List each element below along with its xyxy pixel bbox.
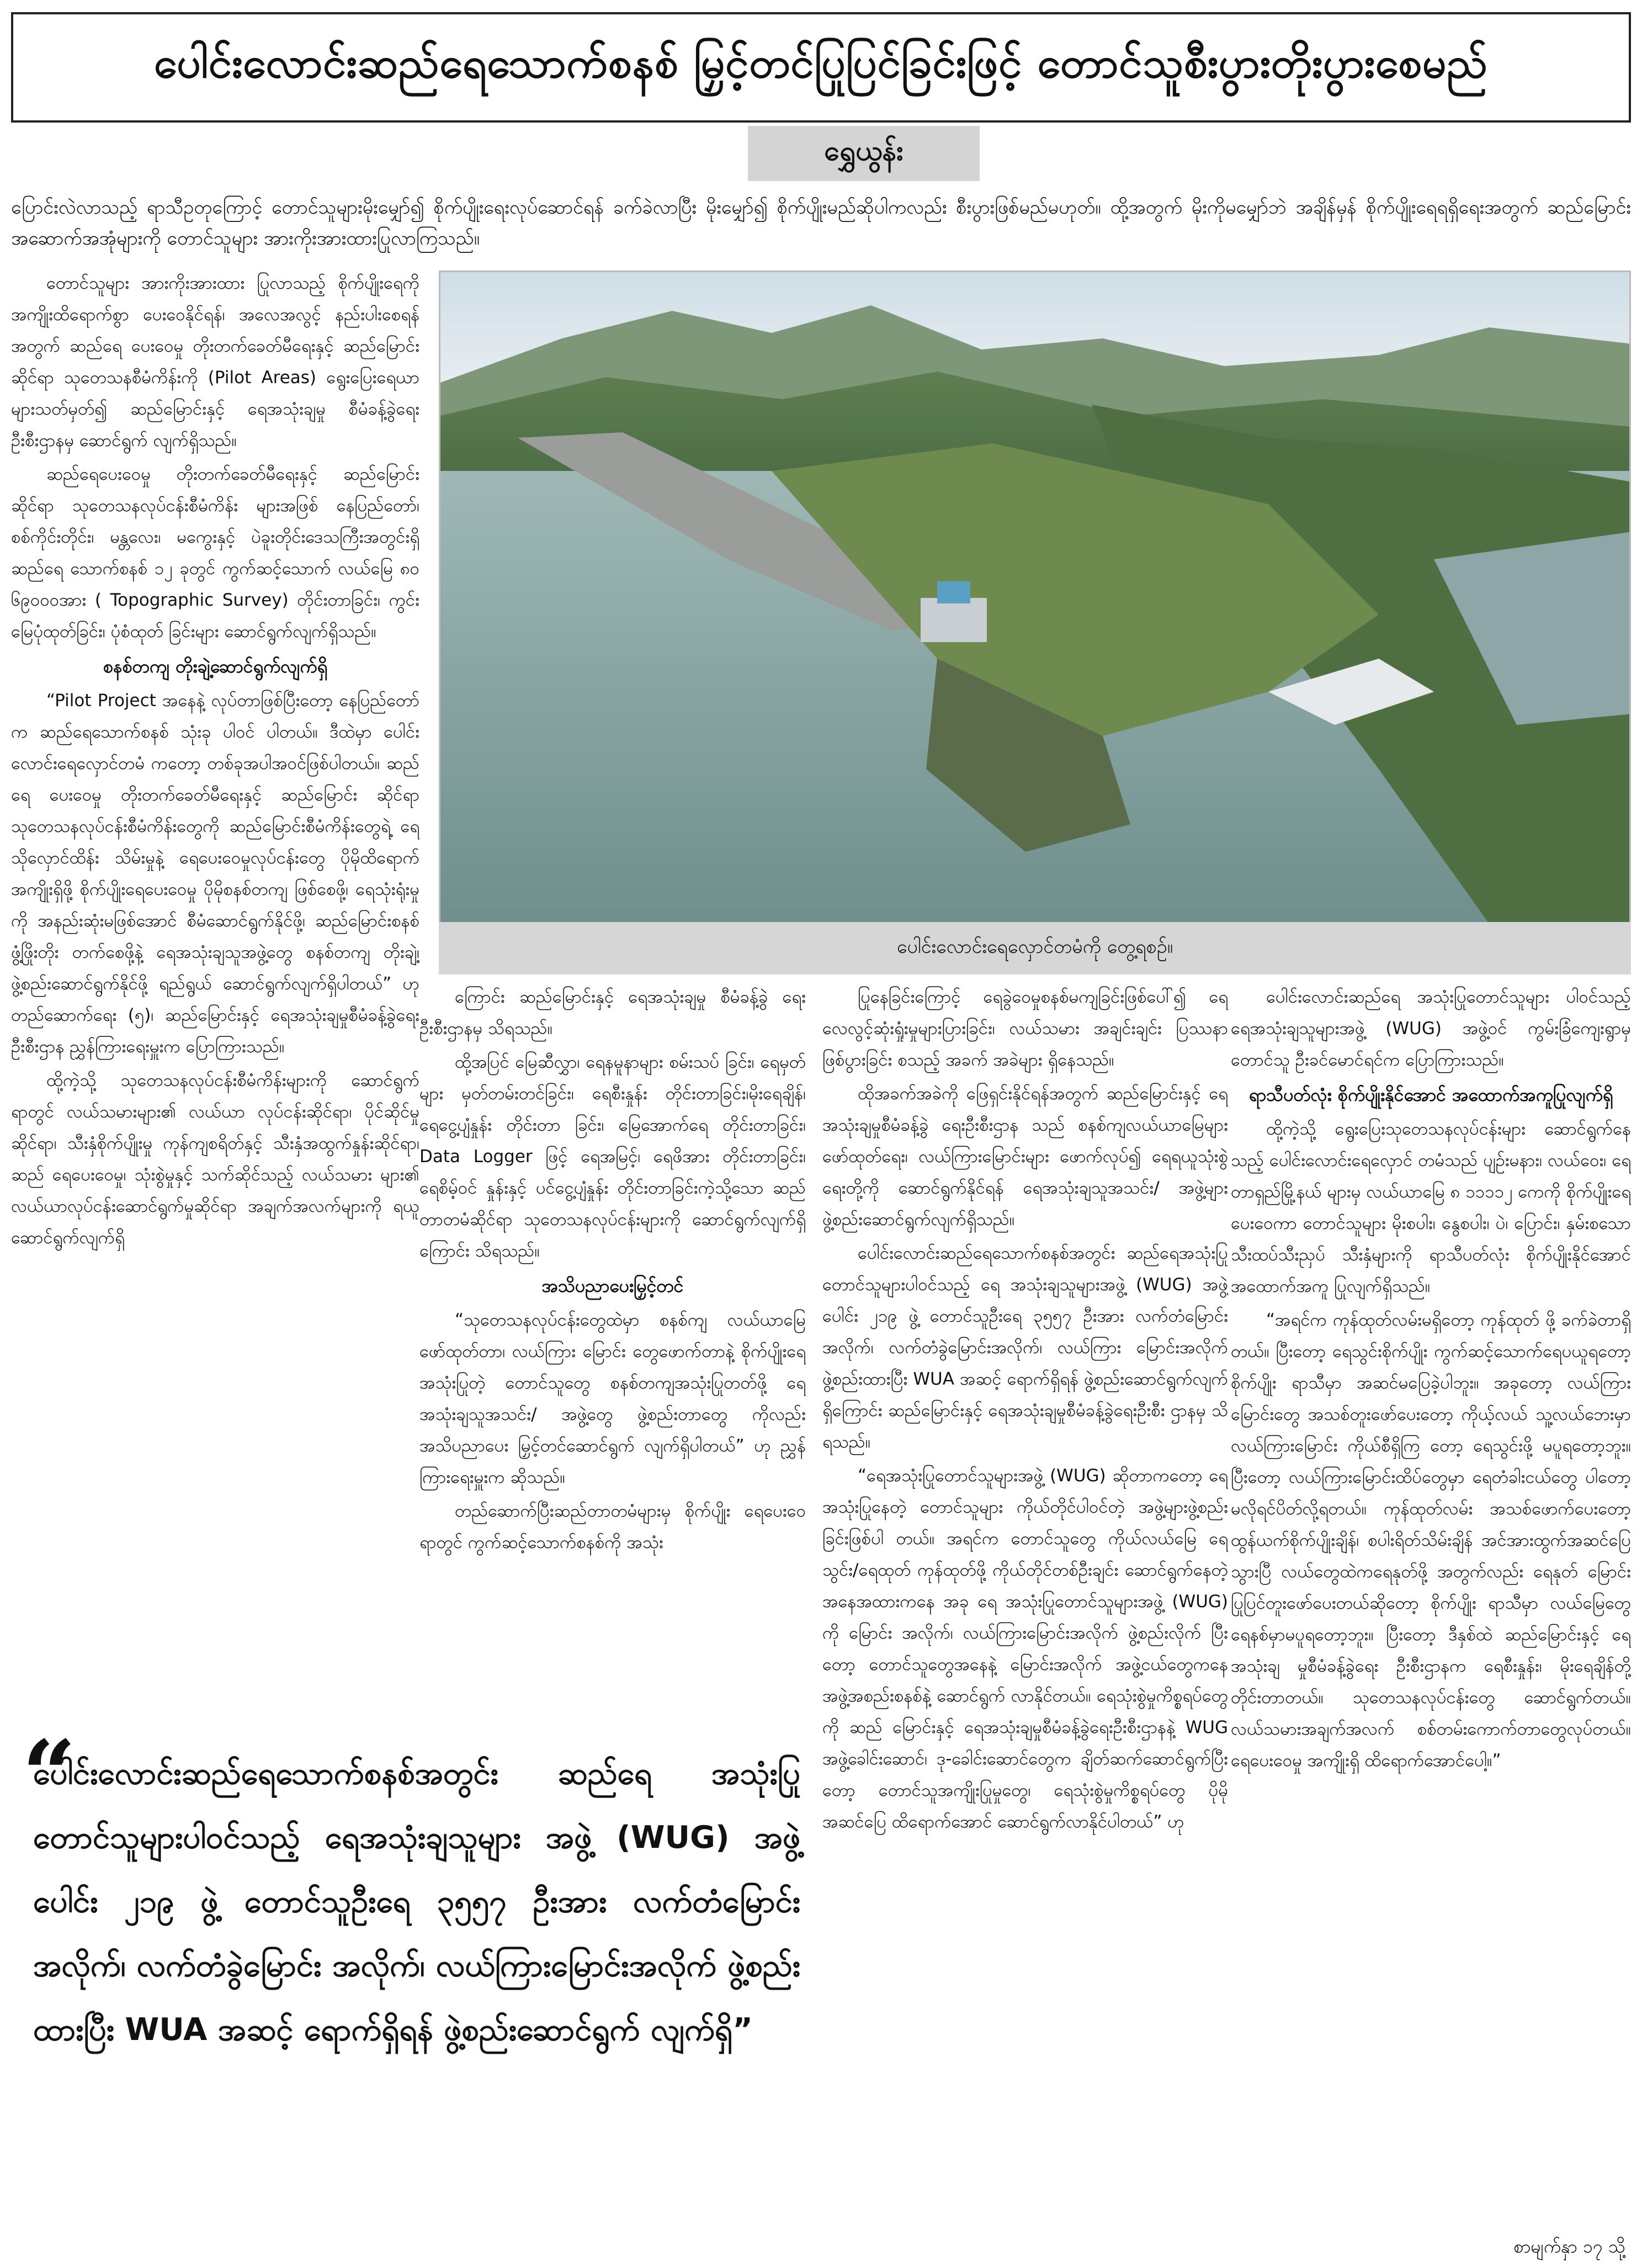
section-heading: အသိပညာပေးမြှင့်တင် — [541, 1275, 684, 1296]
paragraph: ထို့ကဲ့သို့ သုတေသနလုပ်ငန်းစီမံကိန်းများကို ဆောင်ရွက်ရာတွင် လယ်သမားများ၏ လယ်ယာ လုပ်ငန်းဆိုင်ရာ၊ ပိုင်ဆိုင်မှုဆိုင်ရာ၊ သီးနှံစိုက်ပျိုးမှု ကုန်ကျစရိတ်နှင့် သီးနှံအထွက်နှုန်းဆိုင်ရာ၊ ဆည် ရေပေးဝေမှု၊ သုံးစွဲမှုနှင့် သက်ဆိုင်သည့် လယ်သမား များ၏ လယ်ယာလုပ်ငန်းဆောင်ရွက်မှုဆိုင်ရာ အချက်အလက်များကို ရယူဆောင်ရွက်လျက်ရှိ — [11, 1071, 419, 1248]
quote-mark: “ — [22, 1720, 76, 1830]
paragraph: ထို့အပြင် မြေဆီလွှာ၊ ရေနမူနာများ စမ်းသပ် ခြင်း၊ ရေမှတ်များ မှတ်တမ်းတင်ခြင်း၊ ရေစီးနှုန်း တိုင်းတာခြင်း၊မိုးရေချိန်၊ ရေငွေ့ပျံနှုန်း တိုင်းတာ ခြင်း၊ မြေအောက်ရေ တိုင်းတာခြင်း၊ Data Logger ဖြင့် ရေအမြင့်၊ ရေဖိအား တိုင်းတာခြင်း၊ ရေစိမ့်ဝင် နှုန်းနှင့် ပင်ငွေ့ပျံနှုန်း တိုင်းတာခြင်းကဲ့သို့သော ဆည်တာတမံဆိုင်ရာ သုတေသနလုပ်ငန်းများကို ဆောင်ရွက်လျက်ရှိကြောင်း သိရသည်။ — [419, 1052, 806, 1261]
byline: ရွှေယွန်း — [748, 126, 980, 181]
dam-photo — [439, 271, 1631, 969]
photo-caption: ပေါင်းလောင်းရေလှောင်တမံကို တွေ့ရစဉ်။ — [439, 922, 1631, 974]
paragraph: ထိုအခက်အခဲကို ဖြေရှင်းနိုင်ရန်အတွက် ဆည်မြောင်းနှင့် ရေအသုံးချမှုစီမံခန့်ခွဲ ရေးဦးစီးဌာန သည် စနစ်ကျလယ်ယာမြေများ ဖော်ထုတ်ရေး၊ လယ်ကြားမြောင်းများ ဖောက်လုပ်၍ ရေရယူသုံးစွဲ ရေးတို့ကို ဆောင်ရွက်နိုင်ရန် ရေအသုံးချသူအသင်း/ အဖွဲ့များ ဖွဲ့စည်းဆောင်ရွက်လျက်ရှိသည်။ — [822, 1084, 1228, 1230]
paragraph: “အရင်က ကုန်ထုတ်လမ်းမရှိတော့ ကုန်ထုတ် ဖို့ ခက်ခဲတာရှိတယ်။ ပြီးတော့ ရေသွင်းစိုက်ပျိုး ကွက်ဆင့်သောက်ရေပယူရတော့ စိုက်ပျိုး ရာသီမှာ အဆင်မပြေခဲ့ပါဘူး။ အခုတော့ လယ်ကြား မြောင်းတွေ အသစ်တူးဖော်ပေးတော့ ကိုယ့်လယ် သူ့လယ်ဘေးမှာ လယ်ကြားမြောင်း ကိုယ်စီရှိကြ တော့ ရေသွင်းဖို့ မပူရတော့ဘူး။ ပြီးတော့ လယ်ကြားမြောင်းထိပ်တွေမှာ ရေတံခါးငယ်တွေ ပါတော့ မလိုရင်ပိတ်လို့ရတယ်။ ကုန်ထုတ်လမ်း အသစ်ဖောက်ပေးတော့ ထွန်ယက်စိုက်ပျိုးချိန်၊ စပါးရိတ်သိမ်းချိန် အင်အားထွက်အဆင်ပြေသွားပြီ လယ်တွေထဲကရေနုတ်ဖို့ အတွက်လည်း ရေနုတ် မြောင်းပြုပြင်တူးဖော်ပေးတယ်ဆိုတော့ စိုက်ပျိုး ရာသီမှာ လယ်မြေတွေ ရေနစ်မှာမပူရတော့ဘူး။ ပြီးတော့ ဒီနှစ်ထဲ ဆည်မြောင်းနှင့် ရေအသုံးချ မှုစီမံခန့်ခွဲရေး ဦးစီးဌာနက ရေစီးနှုန်း၊ မိုးရေချိန်တို့ တိုင်းတာတယ်။ သုတေသနလုပ်ငန်းတွေ ဆောင်ရွက်တယ်။ လယ်သမားအချက်အလက် စစ်တမ်းကောက်တာတွေလုပ်တယ်။ ရေပေးဝေမှု အကျိုးရှိ ထိရောက်အောင်ပေါ့။” — [1231, 1310, 1631, 1771]
paragraph: “Pilot Project အနေနဲ့ လုပ်တာဖြစ်ပြီးတော့ နေပြည်တော်က ဆည်ရေသောက်စနစ် သုံးခု ပါဝင် ပါတယ်။ ဒီထဲမှာ ပေါင်းလောင်းရေလှောင်တမံ ကတော့ တစ်ခုအပါအဝင်ဖြစ်ပါတယ်။ ဆည်ရေ ပေးဝေမှု တိုးတက်ခေတ်မီရေးနှင့် ဆည်မြောင်း ဆိုင်ရာ သုတေသနလုပ်ငန်းစီမံကိန်းတွေကို ဆည်မြောင်းစီမံကိန်းတွေရဲ့ ရေသိုလှောင်ထိန်း သိမ်းမှုနဲ့ ရေပေးဝေမှုလုပ်ငန်းတွေ ပိုမိုထိရောက် အကျိုးရှိဖို့ စိုက်ပျိုးရေပေးဝေမှု ပိုမိုစနစ်တကျ ဖြစ်စေဖို့၊ ရေသုံးရုံးမှုကို အနည်းဆုံးမဖြစ်အောင် စီမံဆောင်ရွက်နိုင်ဖို့၊ ဆည်မြောင်းစနစ် ဖွံ့ဖြိုးတိုး တက်စေဖို့နဲ့ ရေအသုံးချသူအဖွဲ့တွေ စနစ်တကျ တိုးချဲ့၊ ဖွဲ့စည်းဆောင်ရွက်နိုင်ဖို့ ရည်ရွယ် ဆောင်ရွက်လျက်ရှိပါတယ်” ဟု တည်ဆောက်ရေး (၅)၊ ဆည်မြောင်းနှင့် ရေအသုံးချမှုစီမံခန့်ခွဲရေး ဦးစီးဌာန ညွှန်ကြားရေးမှူးက ပြောကြားသည်။ — [11, 691, 419, 1057]
pull-quote — [11, 1720, 806, 2255]
column-2 — [419, 982, 806, 1677]
paragraph: ပေါင်းလောင်းဆည်ရေ အသုံးပြုတောင်သူများ ပါဝင်သည့် ရေအသုံးချသူများအဖွဲ့ (WUG) အဖွဲ့ဝင် ကွမ်းခြံကျေးရွာမှ တောင်သူ ဦးခင်မောင်ရင်က ပြောကြားသည်။ — [1231, 987, 1631, 1070]
section-heading: စနစ်တကျ တိုးချဲ့ဆောင်ရွက်လျက်ရှိ — [103, 656, 327, 677]
pull-quote-text: ပေါင်းလောင်းဆည်ရေသောက်စနစ်အတွင်း ဆည်ရေ အသုံးပြုတောင်သူများပါဝင်သည့် ရေအသုံးချသူများ အဖွဲ့ (WUG) အဖွဲ့ပေါင်း ၂၁၉ ဖွဲ့ တောင်သူဦးရေ ၃၅၅၇ ဦးအား လက်တံမြောင်း အလိုက်၊ လက်တံခွဲမြောင်း အလိုက်၊ လယ်ကြားမြောင်းအလိုက် ဖွဲ့စည်းထားပြီး WUA အဆင့် ရောက်ရှိရန် ဖွဲ့စည်းဆောင်ရွက် လျက်ရှိ” — [33, 1756, 800, 2048]
continued-on: စာမျက်နှာ ၁၇ သို့ — [1513, 2236, 1625, 2257]
intro-paragraph: ပြောင်းလဲလာသည့် ရာသီဥတုကြောင့် တောင်သူများမိုးမျှော်၍ စိုက်ပျိုးရေးလုပ်ဆောင်ရန် ခက်ခဲလာပြီး မိုးမျှော်၍ စိုက်ပျိုးမည်ဆိုပါကလည်း စီးပွားဖြစ်မည်မဟုတ်။ ထို့အတွက် မိုးကိုမမျှော်ဘဲ အချိန်မှန် စိုက်ပျိုးရေရရှိရေးအတွက် ဆည်မြောင်းအဆောက်အအုံများကို တောင်သူများ အားကိုးအားထားပြုလာကြသည်။ — [11, 197, 1631, 250]
headline: ပေါင်းလောင်းဆည်ရေသောက်စနစ် မြှင့်တင်ပြုပြင်ခြင်းဖြင့် တောင်သူစီးပွားတိုးပွားစေမည် — [11, 12, 1631, 123]
paragraph: “သုတေသနလုပ်ငန်းတွေထဲမှာ စနစ်ကျ လယ်ယာမြေ ဖော်ထုတ်တာ၊ လယ်ကြား မြောင်း တွေဖောက်တာနဲ့ စိုက်ပျိုးရေအသုံးပြုတဲ့ တောင်သူတွေ စနစ်တကျအသုံးပြုတတ်ဖို့ ရေ အသုံးချသူအသင်း/ အဖွဲ့တွေ ဖွဲ့စည်းတာတွေ ကိုလည်း အသိပညာပေး မြှင့်တင်ဆောင်ရွက် လျက်ရှိပါတယ်” ဟု ညွှန်ကြားရေးမှူးက ဆိုသည်။ — [419, 1310, 806, 1487]
paragraph: တောင်သူများ အားကိုးအားထား ပြုလာသည့် စိုက်ပျိုးရေကို အကျိုးထိရောက်စွာ ပေးဝေနိုင်ရန်၊ အလေအလွင့် နည်းပါးစေရန်အတွက် ဆည်ရေ ပေးဝေမှု တိုးတက်ခေတ်မီရေးနှင့် ဆည်မြောင်း ဆိုင်ရာ သုတေသနစီမံကိန်းကို (Pilot Areas) ရွေးပြေးရေယာများသတ်မှတ်၍ ဆည်မြောင်းနှင့် ရေအသုံးချမှု စီမံခန့်ခွဲရေးဦးစီးဌာနမှ ဆောင်ရွက် လျက်ရှိသည်။ — [11, 273, 419, 451]
paragraph: ကြောင်း ဆည်မြောင်းနှင့် ရေအသုံးချမှု စီမံခန့်ခွဲ ရေးဦးစီးဌာနမှ သိရသည်။ — [419, 987, 806, 1038]
section-heading: ရာသီပတ်လုံး စိုက်ပျိုးနိုင်အောင် အထောက်အကူပြုလျက်ရှိ — [1248, 1084, 1613, 1105]
column-1 — [11, 268, 419, 1725]
dam-photo-illustration — [440, 272, 1631, 924]
column-3 — [822, 982, 1228, 2246]
paragraph: ဆည်ရေပေးဝေမှု တိုးတက်ခေတ်မီရေးနှင့် ဆည်မြောင်းဆိုင်ရာ သုတေသနလုပ်ငန်းစီမံကိန်း များအဖြစ် နေပြည်တော်၊ စစ်ကိုင်းတိုင်း၊ မန္တလေး၊ မကွေးနှင့် ပဲခူးတိုင်းဒေသကြီးအတွင်းရှိ ဆည်ရေ သောက်စနစ် ၁၂ ခုတွင် ကွက်ဆင့်သောက် လယ်မြေ ၈၀ ၆၉၀၀၀အား ( Topographic Survey) တိုင်းတာခြင်း၊ ကွင်းမြေပုံထုတ်ခြင်း၊ ပုံစံထုတ် ခြင်းများ ဆောင်ရွက်လျက်ရှိသည်။ — [11, 464, 419, 642]
column-4 — [1231, 982, 1631, 2257]
paragraph: ပြုနေခြင်းကြောင့် ရေခွဲဝေမှုစနစ်မကျခြင်းဖြစ်ပေါ်၍ ရေလေလွင့်ဆုံးရှုံးမှုများပြားခြင်း၊ လယ်သမား အချင်းချင်း ပြဿနာဖြစ်ပွားခြင်း စသည့် အခက် အခဲများ ရှိနေသည်။ — [822, 987, 1228, 1070]
paragraph: တည်ဆောက်ပြီးဆည်တာတမံများမှ စိုက်ပျိုး ရေပေးဝေရာတွင် ကွက်ဆင့်သောက်စနစ်ကို အသုံး — [419, 1501, 806, 1552]
paragraph: “ရေအသုံးပြုတောင်သူများအဖွဲ့ (WUG) ဆိုတာကတော့ ရေအသုံးပြုနေတဲ့ တောင်သူများ ကိုယ်တိုင်ပါဝင်တဲ့ အဖွဲ့များဖွဲ့စည်းခြင်းဖြစ်ပါ တယ်။ အရင်က တောင်သူတွေ ကိုယ်လယ်မြေ ရေသွင်း/ရေထုတ် ကုန်ထုတ်ဖို့ ကိုယ်တိုင်တစ်ဦးချင်း ဆောင်ရွက်နေတဲ့အနေအထားကနေ အခု ရေ အသုံးပြုတောင်သူများအဖွဲ့ (WUG) ကို မြောင်း အလိုက်၊ လယ်ကြားမြောင်းအလိုက် ဖွဲ့စည်းလိုက် ပြီးတော့ တောင်သူတွေအနေနဲ့ မြောင်းအလိုက် အဖွဲ့ငယ်တွေကနေ အဖွဲ့အစည်းစနစ်နဲ့ ဆောင်ရွက် လာနိုင်တယ်။ ရေသုံးစွဲမှုကိစ္စရပ်တွေကို ဆည် မြောင်းနှင့် ရေအသုံးချမှုစီမံခန့်ခွဲရေးဦးစီးဌာနနဲ့ WUG အဖွဲ့ခေါင်းဆောင်၊ ဒု-ခေါင်းဆောင်တွေက ချိတ်ဆက်ဆောင်ရွက်ပြီးတော့ တောင်သူအကျိုးပြုမှုတွေ၊ ရေသုံးစွဲမှုကိစ္စရပ်တွေ ပိုမိုအဆင်ပြေ ထိရောက်အောင် ဆောင်ရွက်လာနိုင်ပါတယ်” ဟု — [822, 1466, 1228, 1832]
paragraph: ထို့ကဲ့သို့ ရွေးပြေးသုတေသနလုပ်ငန်းများ ဆောင်ရွက်နေသည့် ပေါင်းလောင်းရေလှောင် တမံသည် ပျဉ်းမနား၊ လယ်ဝေး၊ ရေတာရှည်မြို့နယ် များမှ လယ်ယာမြေ ၈ ၁၁၁၁၂ ကေကို စိုက်ပျိုးရေ ပေးဝေကာ တောင်သူများ မိုးစပါး၊ နွေစပါး၊ ပဲ၊ ပြောင်း၊ နှမ်းစသော သီးထပ်သီးညှပ် သီးနှံများကို ရာသီပတ်လုံး စိုက်ပျိုးနိုင်အောင် အထောက်အကူ ပြုလျက်ရှိသည်။ — [1231, 1119, 1631, 1296]
paragraph: ပေါင်းလောင်းဆည်ရေသောက်စနစ်အတွင်း ဆည်ရေအသုံးပြုတောင်သူများပါဝင်သည့် ရေ အသုံးချသူများအဖွဲ့ (WUG) အဖွဲ့ပေါင်း ၂၁၉ ဖွဲ့ တောင်သူဦးရေ ၃၅၅၇ ဦးအား လက်တံမြောင်း အလိုက်၊ လက်တံခွဲမြောင်းအလိုက်၊ လယ်ကြား မြောင်းအလိုက် ဖွဲ့စည်းထားပြီး WUA အဆင့် ရောက်ရှိရန် ဖွဲ့စည်းဆောင်ရွက်လျက်ရှိကြောင်း ဆည်မြောင်းနှင့် ရေအသုံးချမှုစီမံခန့်ခွဲရေးဦးစီး ဌာနမှ သိရသည်။ — [822, 1243, 1228, 1452]
